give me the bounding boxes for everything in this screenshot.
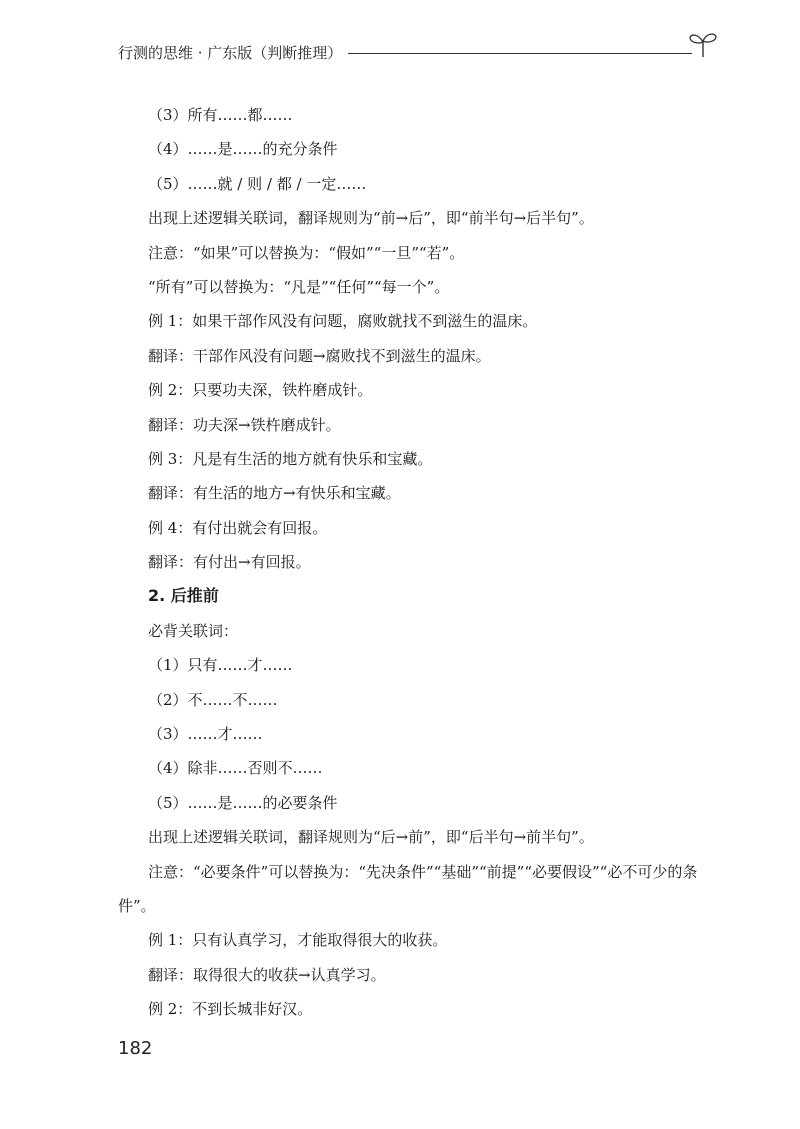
text-line: （5）……就 / 则 / 都 / 一定…… <box>148 174 367 193</box>
text-line: “所有”可以替换为：“凡是”“任何”“每一个”。 <box>148 277 450 296</box>
note-paragraph: 注意：“必要条件”可以替换为：“先决条件”“基础”“前提”“必要假设”“必不可少的条件”。 <box>118 862 698 915</box>
text-line: （4）……是……的充分条件 <box>148 140 338 159</box>
page-body <box>118 98 718 1027</box>
text-line: （5）……是……的必要条件 <box>148 793 338 812</box>
text-line: 必背关联词： <box>148 621 239 640</box>
text-line: 翻译：取得很大的收获→认真学习。 <box>148 965 386 984</box>
text-line: 注意：“如果”可以替换为：“假如”“一旦”“若”。 <box>148 243 465 262</box>
header-title: 行测的思维 · 广东版（判断推理） <box>118 42 348 63</box>
text-line: 翻译：功夫深→铁杵磨成针。 <box>148 415 341 434</box>
header-rule <box>328 53 692 54</box>
text-line: 出现上述逻辑关联词，翻译规则为“后→前”，即“后半句→前半句”。 <box>148 828 594 847</box>
text-line: （4）除非……否则不…… <box>148 759 323 778</box>
text-line: （2）不……不…… <box>148 690 278 709</box>
text-line: （3）……才…… <box>148 725 263 744</box>
text-line: 例 2：只要功夫深，铁杵磨成针。 <box>148 381 373 400</box>
running-header <box>118 38 718 68</box>
text-line: 翻译：干部作风没有问题→腐败找不到滋生的温床。 <box>148 346 491 365</box>
sprout-icon <box>688 30 718 58</box>
text-line: 例 1：只有认真学习，才能取得很大的收获。 <box>148 931 448 950</box>
text-line: 翻译：有生活的地方→有快乐和宝藏。 <box>148 484 401 503</box>
text-line: （1）只有……才…… <box>148 656 293 675</box>
text-line: 例 4：有付出就会有回报。 <box>148 518 328 537</box>
text-line: 例 2：不到长城非好汉。 <box>148 1000 313 1019</box>
text-line: 出现上述逻辑关联词，翻译规则为“前→后”，即“前半句→后半句”。 <box>148 209 594 228</box>
text-line: （3）所有……都…… <box>148 106 293 124</box>
text-line: 翻译：有付出→有回报。 <box>148 553 311 572</box>
section-heading: 2. 后推前 <box>148 586 219 606</box>
text-line: 例 1：如果干部作风没有问题，腐败就找不到滋生的温床。 <box>148 312 538 331</box>
page-number: 182 <box>118 1038 153 1059</box>
text-line: 例 3：凡是有生活的地方就有快乐和宝藏。 <box>148 449 433 468</box>
